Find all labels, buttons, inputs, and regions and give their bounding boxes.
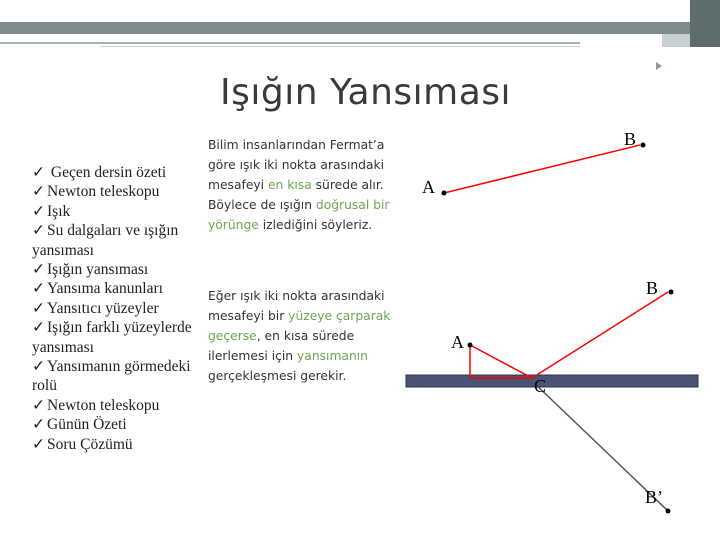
outline-item: ✓ Newton teleskopu bbox=[32, 183, 160, 201]
label-b1: B bbox=[624, 129, 637, 149]
outline-item: ✓ Işığın yansıması bbox=[32, 261, 149, 279]
label-c: C bbox=[534, 376, 547, 396]
point-a1 bbox=[442, 191, 447, 196]
check-icon: ✓ bbox=[32, 299, 45, 317]
label-b-prime: B’ bbox=[645, 487, 663, 507]
check-icon: ✓ bbox=[32, 319, 45, 337]
outline-item: ✓ Geçen dersin özeti bbox=[32, 164, 167, 181]
check-icon: ✓ bbox=[32, 261, 45, 279]
outline-item: ✓ Yansıma kanunları bbox=[32, 280, 163, 298]
slide-title: Işığın Yansıması bbox=[220, 72, 512, 113]
check-icon: ✓ bbox=[32, 164, 45, 181]
point-a2 bbox=[468, 343, 473, 348]
outline-item: ✓ Yansıtıcı yüzeyler bbox=[32, 299, 159, 317]
outline-item: ✓ Işık bbox=[32, 202, 71, 220]
check-icon: ✓ bbox=[32, 183, 45, 201]
outline-item: ✓ Işığın farklı yüzeylerde yansıması bbox=[32, 319, 192, 356]
mirror-surface bbox=[406, 375, 698, 387]
outline-item: ✓ Yansımanın görmedeki rolü bbox=[32, 358, 191, 395]
check-icon: ✓ bbox=[32, 435, 45, 453]
check-icon: ✓ bbox=[32, 396, 45, 414]
check-icon: ✓ bbox=[32, 416, 45, 434]
point-b2 bbox=[669, 290, 674, 295]
point-b1 bbox=[641, 143, 646, 148]
check-icon: ✓ bbox=[32, 358, 45, 376]
reflection-paragraph: Eğer ışık iki nokta arasındaki mesafeyi bir yüzeye çarparak geçerse, en kısa sürede ilerlemesi için yansımanın gerçekleşmesi gerekir. bbox=[208, 289, 391, 383]
incident-ray bbox=[470, 345, 532, 378]
fermat-paragraph: Bilim insanlarından Fermat’a göre ışık iki nokta arasındaki mesafeyi en kısa sürede alır. Böylece de ışığın doğrusal bir yörünge izlediğini söyleriz. bbox=[208, 138, 390, 232]
outline-item: ✓ Günün Özeti bbox=[32, 416, 127, 434]
straight-light-path bbox=[444, 145, 640, 193]
check-icon: ✓ bbox=[32, 222, 45, 240]
outline-item: ✓ Su dalgaları ve ışığın yansıması bbox=[32, 222, 179, 259]
check-icon: ✓ bbox=[32, 202, 45, 220]
reflected-ray bbox=[532, 292, 668, 378]
label-b2: B bbox=[646, 278, 659, 298]
label-a2: A bbox=[451, 332, 464, 352]
outline-item: ✓ Soru Çözümü bbox=[32, 435, 133, 453]
outline-item: ✓ Newton teleskopu bbox=[32, 396, 160, 414]
point-b-prime bbox=[666, 509, 671, 514]
check-icon: ✓ bbox=[32, 280, 45, 298]
label-a1: A bbox=[422, 177, 435, 197]
